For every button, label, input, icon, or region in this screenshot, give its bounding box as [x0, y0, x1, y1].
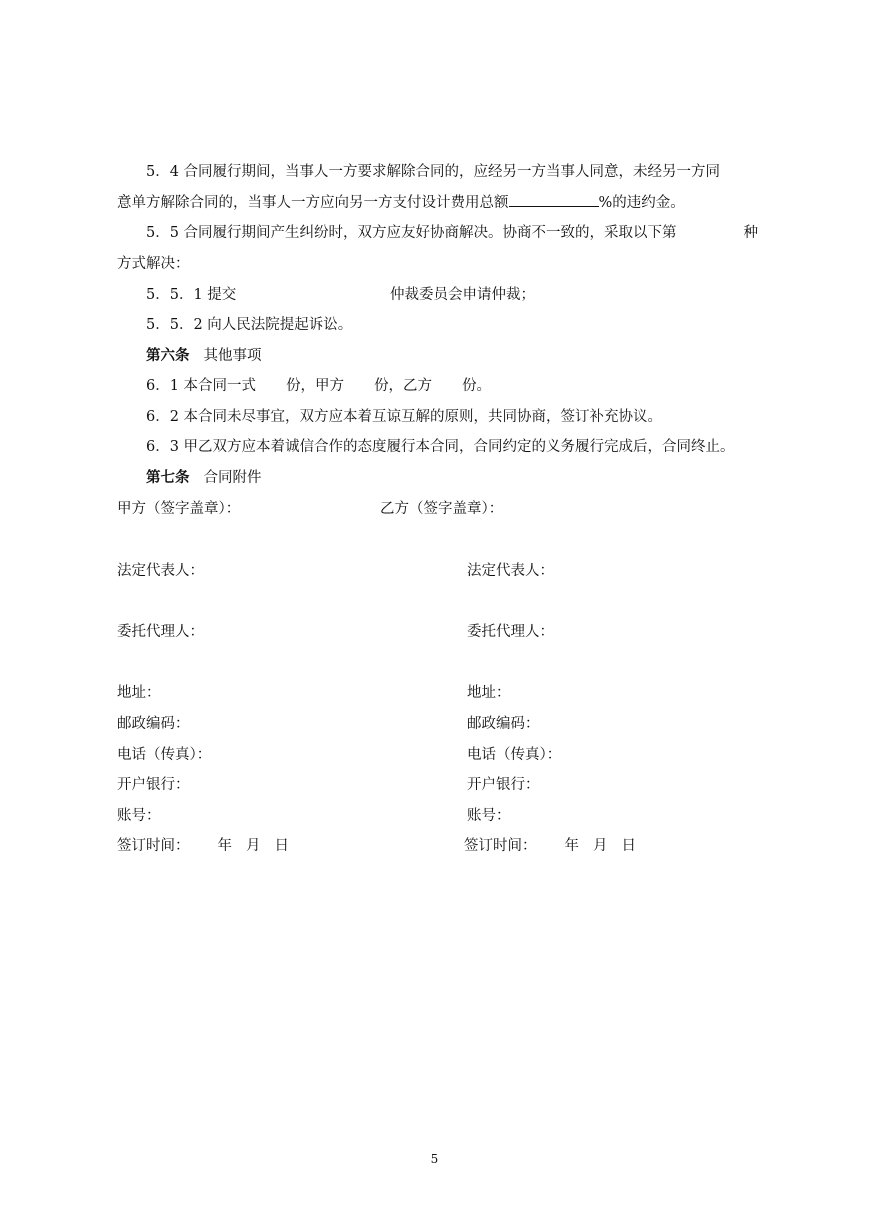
- party-b-phone-label: 电话（传真）：: [467, 747, 562, 763]
- party-b-sign-time-label: 签订时间：: [464, 838, 537, 854]
- clause-5-5-line-1: [146, 223, 758, 243]
- clause-6-1-text-4: 份。: [462, 378, 492, 394]
- clause-5-5-line-2: [117, 254, 757, 274]
- party-a-agent-label: 委托代理人：: [117, 624, 204, 640]
- article-7-number: 第七条: [146, 469, 190, 486]
- clause-5-4-text-1: 5．4 合同履行期间，当事人一方要求解除合同的，应经另一方当事人同意，未经另一方同: [146, 164, 721, 180]
- clause-5-4-text-3: %的违约金。: [598, 195, 685, 211]
- clause-5-5-2: [146, 315, 786, 335]
- party-b-bank-label: 开户银行：: [467, 777, 540, 793]
- clause-5-5-1-text-1: 5．5．1 提交: [146, 287, 237, 303]
- clause-6-1-text-1: 6．1 本合同一式: [146, 378, 257, 394]
- party-a-month-label: 月: [246, 838, 261, 854]
- party-b-postcode-label: 邮政编码：: [467, 716, 540, 732]
- party-a-sign-time: [117, 836, 289, 856]
- party-b-day-label: 日: [621, 838, 636, 854]
- clause-6-3: [146, 437, 786, 457]
- article-7-heading: [146, 468, 786, 488]
- penalty-percent-blank: [509, 192, 599, 207]
- party-a-legal-rep-label: 法定代表人：: [117, 563, 204, 579]
- clause-6-2: [146, 407, 786, 427]
- article-7-title: 合同附件: [203, 470, 262, 486]
- article-6-number: 第六条: [146, 347, 190, 364]
- clause-5-5-2-text: 5．5．2 向人民法院提起诉讼。: [146, 317, 353, 333]
- clause-6-1-text-2: 份，甲方: [286, 378, 345, 394]
- party-a-signature-label: 甲方（签字盖章）：: [117, 501, 241, 517]
- party-b-year-label: 年: [564, 838, 579, 854]
- clause-6-1-text-3: 份，乙方: [374, 378, 433, 394]
- page-number: 5: [430, 1152, 439, 1166]
- party-a-address-label: 地址：: [117, 685, 161, 701]
- party-b-address-label: 地址：: [467, 685, 511, 701]
- party-a-bank-label: 开户银行：: [117, 777, 190, 793]
- party-a-postcode-label: 邮政编码：: [117, 716, 190, 732]
- clause-5-4-text-2: 意单方解除合同的，当事人一方应向另一方支付设计费用总额: [117, 195, 509, 211]
- article-6-title: 其他事项: [203, 348, 262, 364]
- party-b-month-label: 月: [593, 838, 608, 854]
- clause-5-4-line-2: [117, 192, 757, 212]
- party-b-agent-label: 委托代理人：: [467, 624, 554, 640]
- clause-5-5-1-text-2: 仲裁委员会申请仲裁；: [390, 287, 535, 303]
- clause-5-5-text-2: 种: [743, 225, 758, 241]
- clause-5-5-text-1: 5．5 合同履行期间产生纠纷时，双方应友好协商解决。协商不一致的，采取以下第: [146, 225, 677, 241]
- party-a-year-label: 年: [217, 838, 232, 854]
- clause-6-3-text: 6．3 甲乙双方应本着诚信合作的态度履行本合同，合同约定的义务履行完成后，合同终止。: [146, 439, 735, 455]
- party-b-legal-rep-label: 法定代表人：: [467, 563, 554, 579]
- party-b-account-label: 账号：: [467, 808, 511, 824]
- party-b-signature-label: 乙方（签字盖章）：: [380, 501, 504, 517]
- party-a-account-label: 账号：: [117, 808, 161, 824]
- party-b-sign-time: [464, 836, 636, 856]
- party-a-sign-time-label: 签订时间：: [117, 838, 190, 854]
- clause-5-5-1: [146, 285, 786, 305]
- article-6-heading: [146, 346, 786, 366]
- party-a-day-label: 日: [274, 838, 289, 854]
- party-a-phone-label: 电话（传真）：: [117, 747, 212, 763]
- clause-6-2-text: 6．2 本合同未尽事宜，双方应本着互谅互解的原则，共同协商，签订补充协议。: [146, 409, 663, 425]
- clause-5-4-line-1: [146, 162, 786, 182]
- clause-5-5-text-3: 方式解决：: [117, 256, 190, 272]
- clause-6-1: [146, 376, 786, 396]
